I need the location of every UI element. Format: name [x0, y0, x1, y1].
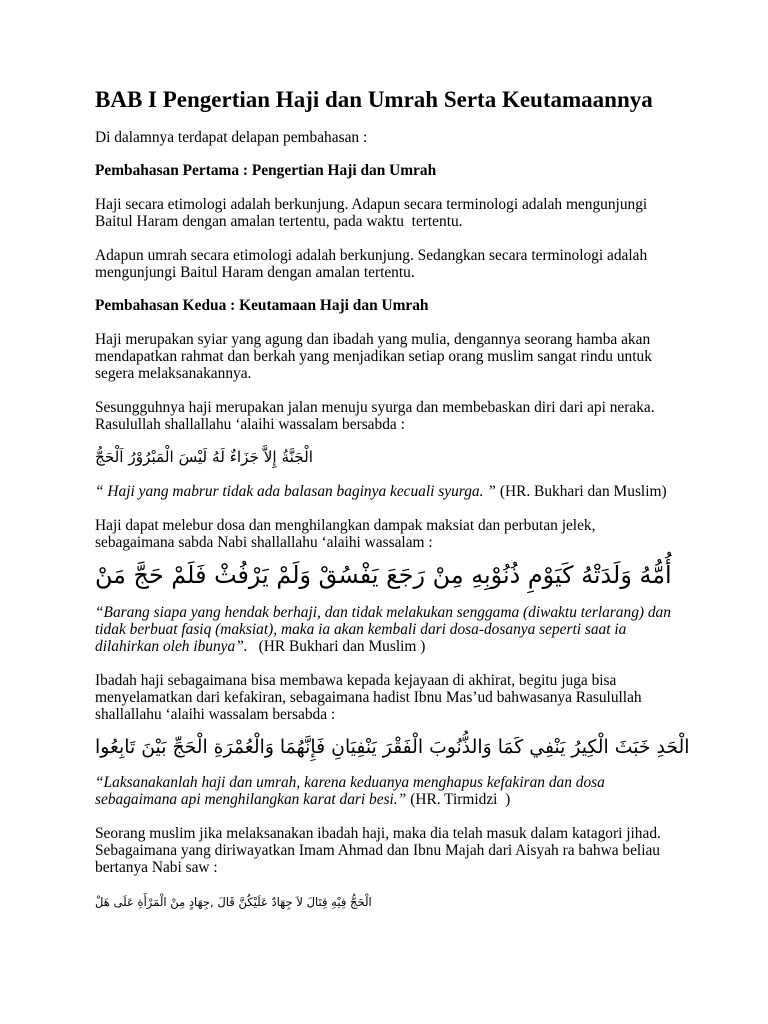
section-heading-kedua [95, 297, 768, 314]
arabic-word: الْجَنَّةُ [281, 448, 313, 467]
text-line: sebagaimana sabda Nabi shallallahu ‘alaihi wassalam : [95, 533, 433, 551]
arabic-word: وَالذُّنُوبَ [429, 737, 492, 759]
hadith-lead [95, 672, 768, 723]
arabic-hadith-paragraph [95, 739, 768, 757]
text-line: Haji dapat melebur dosa dan menghilangkan dampak maksiat dan perbutan jelek, [95, 516, 596, 534]
arabic-hadith-paragraph [95, 893, 768, 911]
arabic-word: خَبَثَ [614, 737, 651, 759]
arabic-word: حَجَّ [133, 561, 164, 590]
text-line: menyelamatkan dari kefakiran, sebagaimana hadist Ibnu Mas’ud bahwasanya Rasulullah [95, 688, 642, 706]
hadith-lead [95, 825, 768, 876]
text-line [95, 483, 768, 500]
text-line: Seorang muslim jika melaksanakan ibadah haji, maka dia telah masuk dalam katagori jihad. [95, 824, 661, 842]
hadith-source: (HR Bukhari dan Muslim ) [258, 638, 426, 656]
paragraph-opening [95, 331, 768, 382]
arabic-word: عَلَى [113, 894, 134, 909]
arabic-word: جَزَاءٌ [229, 448, 259, 467]
arabic-word: اَلْحَجُّ [95, 448, 124, 467]
arabic-hadith [95, 449, 313, 466]
text-line: Ibadah haji sebagaimana bisa membawa kepada kejayaan di akhirat, begitu juga bisa [95, 671, 617, 689]
arabic-word: كَمَا [497, 737, 524, 759]
arabic-word: تَابِعُوا [95, 737, 136, 759]
translation-text: “Barang siapa yang hendak berhaji, dan tidak melakukan senggama (diwaktu terlarang) dan [95, 604, 671, 622]
text-line: Pembahasan Pertama : Pengertian Haji dan Umrah [95, 162, 437, 180]
arabic-word: ذُنُوْبِهِ [471, 561, 521, 590]
arabic-word: مِنْ [170, 894, 186, 909]
arabic-word: الْفَقْرَ [382, 737, 424, 759]
arabic-word: جِهَادٌ [271, 894, 293, 909]
translation-text: dilahirkan oleh ibunya”. [95, 638, 248, 656]
arabic-word: الْحَجُّ [350, 894, 372, 909]
arabic-word: يَنْفِيَانِ [331, 737, 377, 759]
arabic-word: أُمُّهُ [639, 561, 672, 590]
arabic-word: لاَ [296, 894, 303, 909]
arabic-word: هَلْ [95, 894, 110, 909]
text-line: bertanya Nabi saw : [95, 858, 218, 876]
text-line: shallallahu ‘alaihi wassalam bersabda : [95, 705, 336, 723]
arabic-word: يَفْسُقْ [318, 561, 379, 590]
arabic-word: وَلَمْ [276, 561, 311, 590]
intro-paragraph [95, 129, 768, 146]
text-line: segera melaksanakannya. [95, 364, 252, 382]
arabic-hadith: هَلْ عَلَى الْمَرْأَةِ مِنْ جِهَادٍ, قَالَ عَلَيْكُنَّ جِهَادٌ لاَ قِتَالَ فِيْهِ الْحَجُّ [95, 894, 372, 909]
text-line [95, 638, 768, 655]
arabic-word: الْمَبْرُوْرُ [128, 448, 174, 467]
hadith-source: (HR. Bukhari dan Muslim) [499, 483, 667, 500]
hadith-translation [95, 483, 768, 500]
arabic-hadith-paragraph [95, 561, 768, 590]
text-line: Di dalamnya terdapat delapan pembahasan : [95, 128, 368, 146]
arabic-hadith [95, 737, 690, 759]
hadith-lead [95, 399, 768, 433]
section-heading-pertama [95, 162, 768, 179]
text-line: Haji merupakan syiar yang agung dan ibadah yang mulia, dengannya seorang hamba akan [95, 330, 651, 348]
arabic-hadith-paragraph [95, 449, 768, 466]
text-line: Rasulullah shallallahu ‘alaihi wassalam bersabda : [95, 415, 405, 433]
text-line: Sebagaimana yang diriwayatkan Imam Ahmad dan Ibnu Majah dari Aisyah ra bahwa beliau [95, 841, 660, 859]
text-line: Sesungguhnya haji merupakan jalan menuju syurga dan membebaskan diri dari api neraka. [95, 398, 655, 416]
arabic-word: لَيْسَ [178, 448, 208, 467]
text-line: mengunjungi Baitul Haram dengan amalan tertentu. [95, 263, 415, 281]
arabic-word: يَرْفُثْ [214, 561, 269, 590]
page-title: BAB I Pengertian Haji dan Umrah Serta Keutamaannya [95, 87, 653, 112]
text-line: Adapun umrah secara etimologi adalah berkunjung. Sedangkan secara terminologi adalah [95, 246, 648, 264]
paragraph-umrah-definition [95, 247, 768, 281]
arabic-word: رَجَعَ [386, 561, 426, 590]
arabic-word: جِهَادٍ [188, 894, 211, 909]
arabic-word: كَيَوْمِ [527, 561, 574, 590]
arabic-word: مَنْ [95, 561, 126, 590]
translation-text: “Laksanakanlah haji dan umrah, karena keduanya menghapus kefakiran dan dosa [95, 774, 605, 792]
arabic-word: بَيْنَ [141, 737, 167, 759]
arabic-word: وَالْعُمْرَةِ [213, 737, 274, 759]
arabic-word: مِنْ [432, 561, 464, 590]
arabic-word: فِيْهِ [331, 894, 347, 909]
arabic-word: الْحَجِّ [172, 737, 208, 759]
arabic-word: وَلَدَتْهُ [581, 561, 632, 590]
paragraph-haji-definition [95, 196, 768, 230]
arabic-word: الْكِيرُ [571, 737, 609, 759]
hadith-translation [95, 604, 768, 655]
hadith-translation [95, 774, 768, 808]
text-line: Haji secara etimologi adalah berkunjung. Adapun secara terminologi adalah mengunjungi [95, 195, 648, 213]
arabic-word: الْحَدِ [656, 737, 690, 759]
arabic-word: قِتَالَ [306, 894, 328, 909]
hadith-lead [95, 517, 768, 551]
arabic-hadith [95, 561, 672, 590]
arabic-word: عَلَيْكُنَّ [238, 894, 268, 909]
arabic-word: فَلَمْ [171, 561, 207, 590]
translation-text: tidak berbuat fasiq (maksiat), maka ia akan kembali dari dosa-dosanya seperti saat ia [95, 621, 627, 639]
arabic-word: إِلاَّ [263, 448, 277, 467]
text-line: Pembahasan Kedua : Keutamaan Haji dan Umrah [95, 297, 429, 315]
text-line: mendapatkan rahmat dan berkah yang menjadikan setiap orang muslim sangat rindu untuk [95, 347, 652, 365]
arabic-word: فَإِنَّهُمَا [279, 737, 326, 759]
translation-text: “ Haji yang mabrur tidak ada balasan baginya kecuali syurga. ” [95, 483, 496, 500]
arabic-word: لَهُ [212, 448, 225, 467]
text-line: Baitul Haram dengan amalan tertentu, pada waktu tertentu. [95, 212, 463, 230]
arabic-word: قَالَ [217, 894, 235, 909]
translation-text: sebagaimana api menghilangkan karat dari besi.” [95, 791, 407, 809]
hadith-source: (HR. Tirmidzi ) [410, 791, 511, 809]
text-line [95, 791, 768, 808]
arabic-word: الْمَرْأَةِ [137, 894, 167, 909]
arabic-word: يَنْفِي [529, 737, 566, 759]
